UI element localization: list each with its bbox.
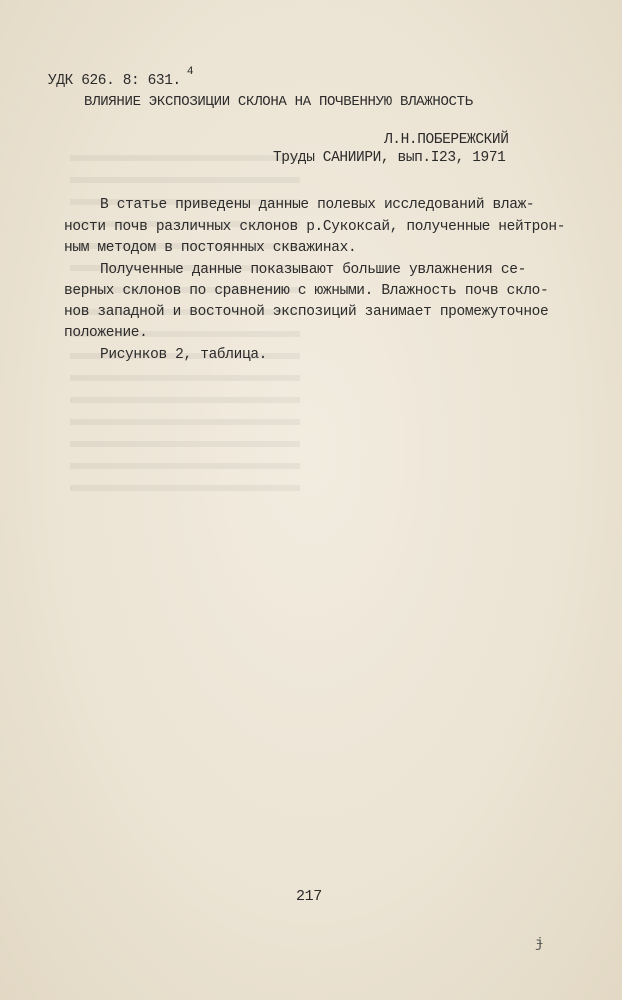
paragraph-1-line-1: В статье приведены данные полевых исследований влаж-	[100, 197, 535, 213]
publication-source: Труды САНИИРИ, вып.I23, 1971	[273, 150, 506, 166]
margin-mark: ɉ	[535, 936, 544, 952]
paragraph-1-line-3: ным методом в постоянных скважинах.	[64, 240, 357, 256]
figures-note: Рисунков 2, таблица.	[100, 347, 268, 363]
article-title: ВЛИЯНИЕ ЭКСПОЗИЦИИ СКЛОНА НА ПОЧВЕННУЮ ВЛАЖНОСТЬ	[84, 94, 473, 110]
paragraph-2-line-4: положение.	[64, 325, 148, 341]
udk-suffix: 4	[186, 66, 194, 78]
paragraph-1-line-2: ности почв различных склонов р.Сукоксай, полученные нейтрон-	[64, 219, 566, 235]
paragraph-2-line-1: Полученные данные показывают большие увлажнения се-	[100, 262, 526, 278]
author-name: Л.Н.ПОБЕРЕЖСКИЙ	[384, 132, 509, 148]
page-number: 217	[296, 888, 322, 905]
udk-code: УДК 626. 8: 631.$^4$	[48, 66, 194, 89]
paragraph-2-line-2: верных склонов по сравнению с южными. Влажность почв скло-	[64, 283, 549, 299]
paragraph-2-line-3: нов западной и восточной экспозиций занимает промежуточное	[64, 304, 549, 320]
